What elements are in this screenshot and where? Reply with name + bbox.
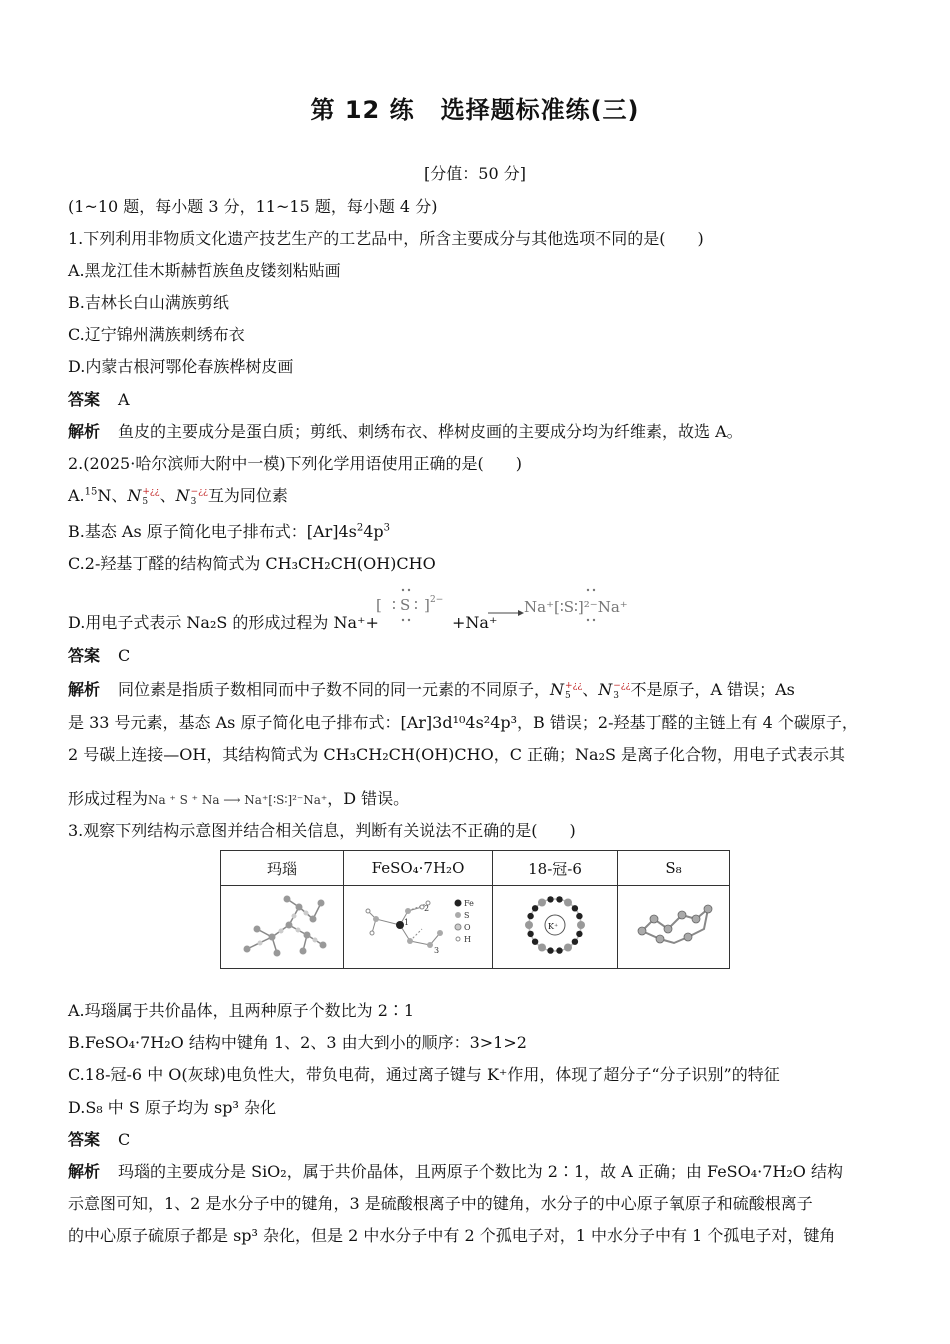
ion-symbol: N: [550, 680, 565, 699]
s8-structure-image: [624, 889, 724, 961]
q2-stem: 2.(2025·哈尔滨师大附中一模)下列化学用语使用正确的是( ): [68, 454, 523, 473]
q3-option-b: B.FeSO₄·7H₂O 结构中键角 1、2、3 由大到小的顺序：3>1>2: [68, 1033, 527, 1052]
crown-carbon-atom: [572, 939, 578, 945]
crown-carbon-atom: [572, 905, 578, 911]
ion-n5-stack: [565, 681, 582, 701]
option-b-text: B.基态 As 原子简化电子排布式：[Ar]4s: [68, 522, 357, 541]
svg-text:]: ]: [424, 596, 430, 614]
crown-ether-structure-image: [515, 887, 595, 963]
analysis-text: 鱼皮的主要成分是蛋白质；剪纸、刺绣布衣、桦树皮画的主要成分均为纤维素，故选 A。: [118, 422, 743, 441]
answer-value: A: [118, 390, 130, 409]
table-header-s8: S₈: [618, 851, 730, 886]
q3-stem: 3.观察下列结构示意图并结合相关信息，判断有关说法不正确的是( ): [68, 821, 576, 840]
s8-structure-cell: [618, 886, 730, 969]
analysis-1: 玛瑙的主要成分是 SiO₂，属于共价晶体，且两原子个数比为 2∶1，故 A 正确；由 FeSO₄·7H₂O 结构: [118, 1162, 843, 1181]
q3-answer: [68, 1129, 130, 1151]
crown-carbon-atom: [556, 947, 562, 953]
formation-process-formula: Na ⁺ S ⁺ Na ⟶ Na⁺[∶S∶]²⁻Na⁺: [148, 793, 328, 807]
q2-option-c: C.2-羟基丁醛的结构简式为 CH₃CH₂CH(OH)CHO: [68, 554, 436, 573]
ion-n3-count: 3: [613, 690, 619, 701]
svg-text:S: S: [400, 596, 411, 614]
analysis-1b: 不是原子，A 错误；As: [630, 680, 795, 699]
ion-n5-count: 5: [565, 690, 571, 701]
q3-analysis-line-2: 示意图可知，1、2 是水分子中的键角，3 是硫酸根离子中的键角，水分子的中心原子氧原子和硫酸根离子: [68, 1194, 813, 1213]
option-a-sep: 、: [159, 486, 176, 505]
ion-n3: [598, 680, 630, 699]
title-sub: 选择题标准练(三): [440, 96, 640, 124]
table-header-crown-ether: 18-冠-6: [493, 851, 618, 886]
ion-symbol: N: [175, 486, 190, 505]
ion-n3-stack: [191, 487, 208, 507]
q3-option-a: A.玛瑙属于共价晶体，且两种原子个数比为 2∶1: [68, 1001, 415, 1020]
q3-option-d: D.S₈ 中 S 原子均为 sp³ 杂化: [68, 1098, 276, 1117]
q1-analysis: [68, 421, 743, 443]
option-a-prefix: A.: [68, 486, 85, 505]
agate-structure-cell: [221, 886, 344, 969]
crown-oxygen-atom: [564, 899, 572, 907]
option-d-product: Na⁺[∶S∶]²⁻Na⁺: [524, 598, 628, 616]
agate-structure-image: [227, 889, 337, 961]
q3-analysis-line-3: 的中心原子硫原子都是 sp³ 杂化，但是 2 中水分子中有 2 个孤电子对，1 中水分子中有 1 个孤电子对，键角: [68, 1226, 836, 1245]
feso4-structure-image: [348, 889, 488, 961]
ion-n5: [127, 486, 159, 505]
crown-center-ion: K⁺: [548, 922, 559, 931]
ion-n3-charge: −¿¿: [190, 486, 208, 497]
crown-carbon-atom: [556, 896, 562, 902]
crown-oxygen-atom: [577, 921, 585, 929]
q2-answer: [68, 645, 130, 667]
crown-carbon-atom: [527, 931, 533, 937]
analysis-label: 解析: [68, 1162, 101, 1181]
page-title: [0, 90, 950, 125]
answer-label: 答案: [68, 1130, 101, 1149]
legend-o: O: [464, 923, 471, 932]
ion-symbol: N: [127, 486, 142, 505]
structure-figure-table: [220, 850, 730, 969]
ion-n5-count: 5: [142, 496, 149, 507]
legend-h: H: [464, 935, 471, 944]
q1-option-b: B.吉林长白山满族剪纸: [68, 293, 229, 312]
q2-analysis-line-3: 2 号碳上连接—OH，其结构简式为 CH₃CH₂CH(OH)CHO，C 正确；Na₂S 是离子化合物，用电子式表示其: [68, 745, 846, 764]
q2-analysis-line-4: [68, 788, 409, 811]
q2-option-b: [68, 521, 390, 543]
crown-oxygen-atom: [538, 899, 546, 907]
angle-label-1: 1: [404, 918, 410, 927]
crown-oxygen-atom: [525, 921, 533, 929]
analysis-1a: 同位素是指质子数相同而中子数不同的同一元素的不同原子，: [118, 680, 551, 699]
answer-label: 答案: [68, 646, 101, 665]
option-d-mid: +Na⁺: [452, 613, 498, 632]
q2-analysis-line-2: 是 33 号元素，基态 As 原子简化电子排布式：[Ar]3d¹⁰4s²4p³，B 错误；2-羟基丁醛的主链上有 4 个碳原子，: [68, 713, 858, 732]
table-header-feso4: FeSO₄·7H₂O: [344, 851, 493, 886]
legend-s: S: [464, 911, 470, 920]
analysis-4b: ，D 错误。: [327, 789, 410, 808]
crown-oxygen-atom: [538, 944, 546, 952]
score-line: [分值：50 分]: [424, 164, 526, 183]
crown-carbon-atom: [547, 896, 553, 902]
q2-analysis-line-1: [68, 679, 795, 701]
option-b-mid: 4p: [363, 522, 384, 541]
svg-text:2−: 2−: [430, 595, 444, 605]
crown-carbon-atom: [532, 905, 538, 911]
ion-n5-charge: +¿¿: [142, 486, 160, 497]
crown-carbon-atom: [576, 931, 582, 937]
q2-option-a: [68, 485, 288, 507]
crown-carbon-atom: [576, 913, 582, 919]
instructions: (1~10 题，每小题 3 分，11~15 题，每小题 4 分): [68, 197, 438, 216]
ion-symbol: N: [598, 680, 613, 699]
q3-option-c: C.18-冠-6 中 O(灰球)电负性大，带负电荷，通过离子键与 K⁺作用，体现了超分子“分子识别”的特征: [68, 1065, 780, 1084]
isotope-mass: 15: [84, 486, 98, 498]
svg-text:[: [: [376, 596, 382, 614]
legend-fe: Fe: [464, 899, 474, 908]
option-d-text: D.用电子式表示 Na₂S 的形成过程为 Na⁺+: [68, 613, 379, 632]
answer-value: C: [118, 646, 131, 665]
q1-stem: 1.下列利用非物质文化遗产技艺生产的工艺品中，所含主要成分与其他选项不同的是( ): [68, 229, 704, 248]
analysis-sep: 、: [582, 680, 599, 699]
svg-text:∶: ∶: [414, 596, 418, 614]
option-b-sup1: 2: [356, 522, 364, 534]
ion-n3-stack: [613, 681, 630, 701]
angle-label-2: 2: [424, 904, 430, 913]
ion-n5-charge: +¿¿: [565, 680, 583, 691]
q1-option-c: C.辽宁锦州满族刺绣布衣: [68, 325, 245, 344]
crown-oxygen-atom: [564, 944, 572, 952]
table-header-agate: 玛瑙: [221, 851, 344, 886]
crown-carbon-atom: [532, 939, 538, 945]
analysis-4a: 形成过程为: [68, 789, 149, 808]
answer-label: 答案: [68, 390, 101, 409]
title-main: 第 12 练: [310, 96, 415, 124]
crown-carbon-atom: [527, 913, 533, 919]
ion-n5: [550, 680, 582, 699]
ion-n3-count: 3: [190, 496, 197, 507]
analysis-label: 解析: [68, 422, 101, 441]
q1-option-d: D.内蒙古根河鄂伦春族桦树皮画: [68, 357, 294, 376]
ion-n3-charge: −¿¿: [613, 680, 631, 691]
feso4-structure-cell: [344, 886, 493, 969]
q1-answer: [68, 389, 130, 411]
q1-option-a: A.黑龙江佳木斯赫哲族鱼皮镂刻粘贴画: [68, 261, 341, 280]
q3-analysis-line-1: [68, 1161, 843, 1183]
angle-label-3: 3: [434, 946, 440, 955]
option-a-n: N、: [97, 486, 128, 505]
svg-text:∶: ∶: [392, 596, 396, 614]
ion-n3: [176, 486, 208, 505]
crown-carbon-atom: [547, 947, 553, 953]
ion-n5-stack: [142, 487, 159, 507]
q2-option-d: [68, 612, 379, 634]
crown-ether-structure-cell: [493, 886, 618, 969]
analysis-label: 解析: [68, 680, 101, 699]
option-a-tail: 互为同位素: [207, 486, 288, 505]
option-b-sup2: 3: [383, 522, 391, 534]
answer-value: C: [118, 1130, 131, 1149]
